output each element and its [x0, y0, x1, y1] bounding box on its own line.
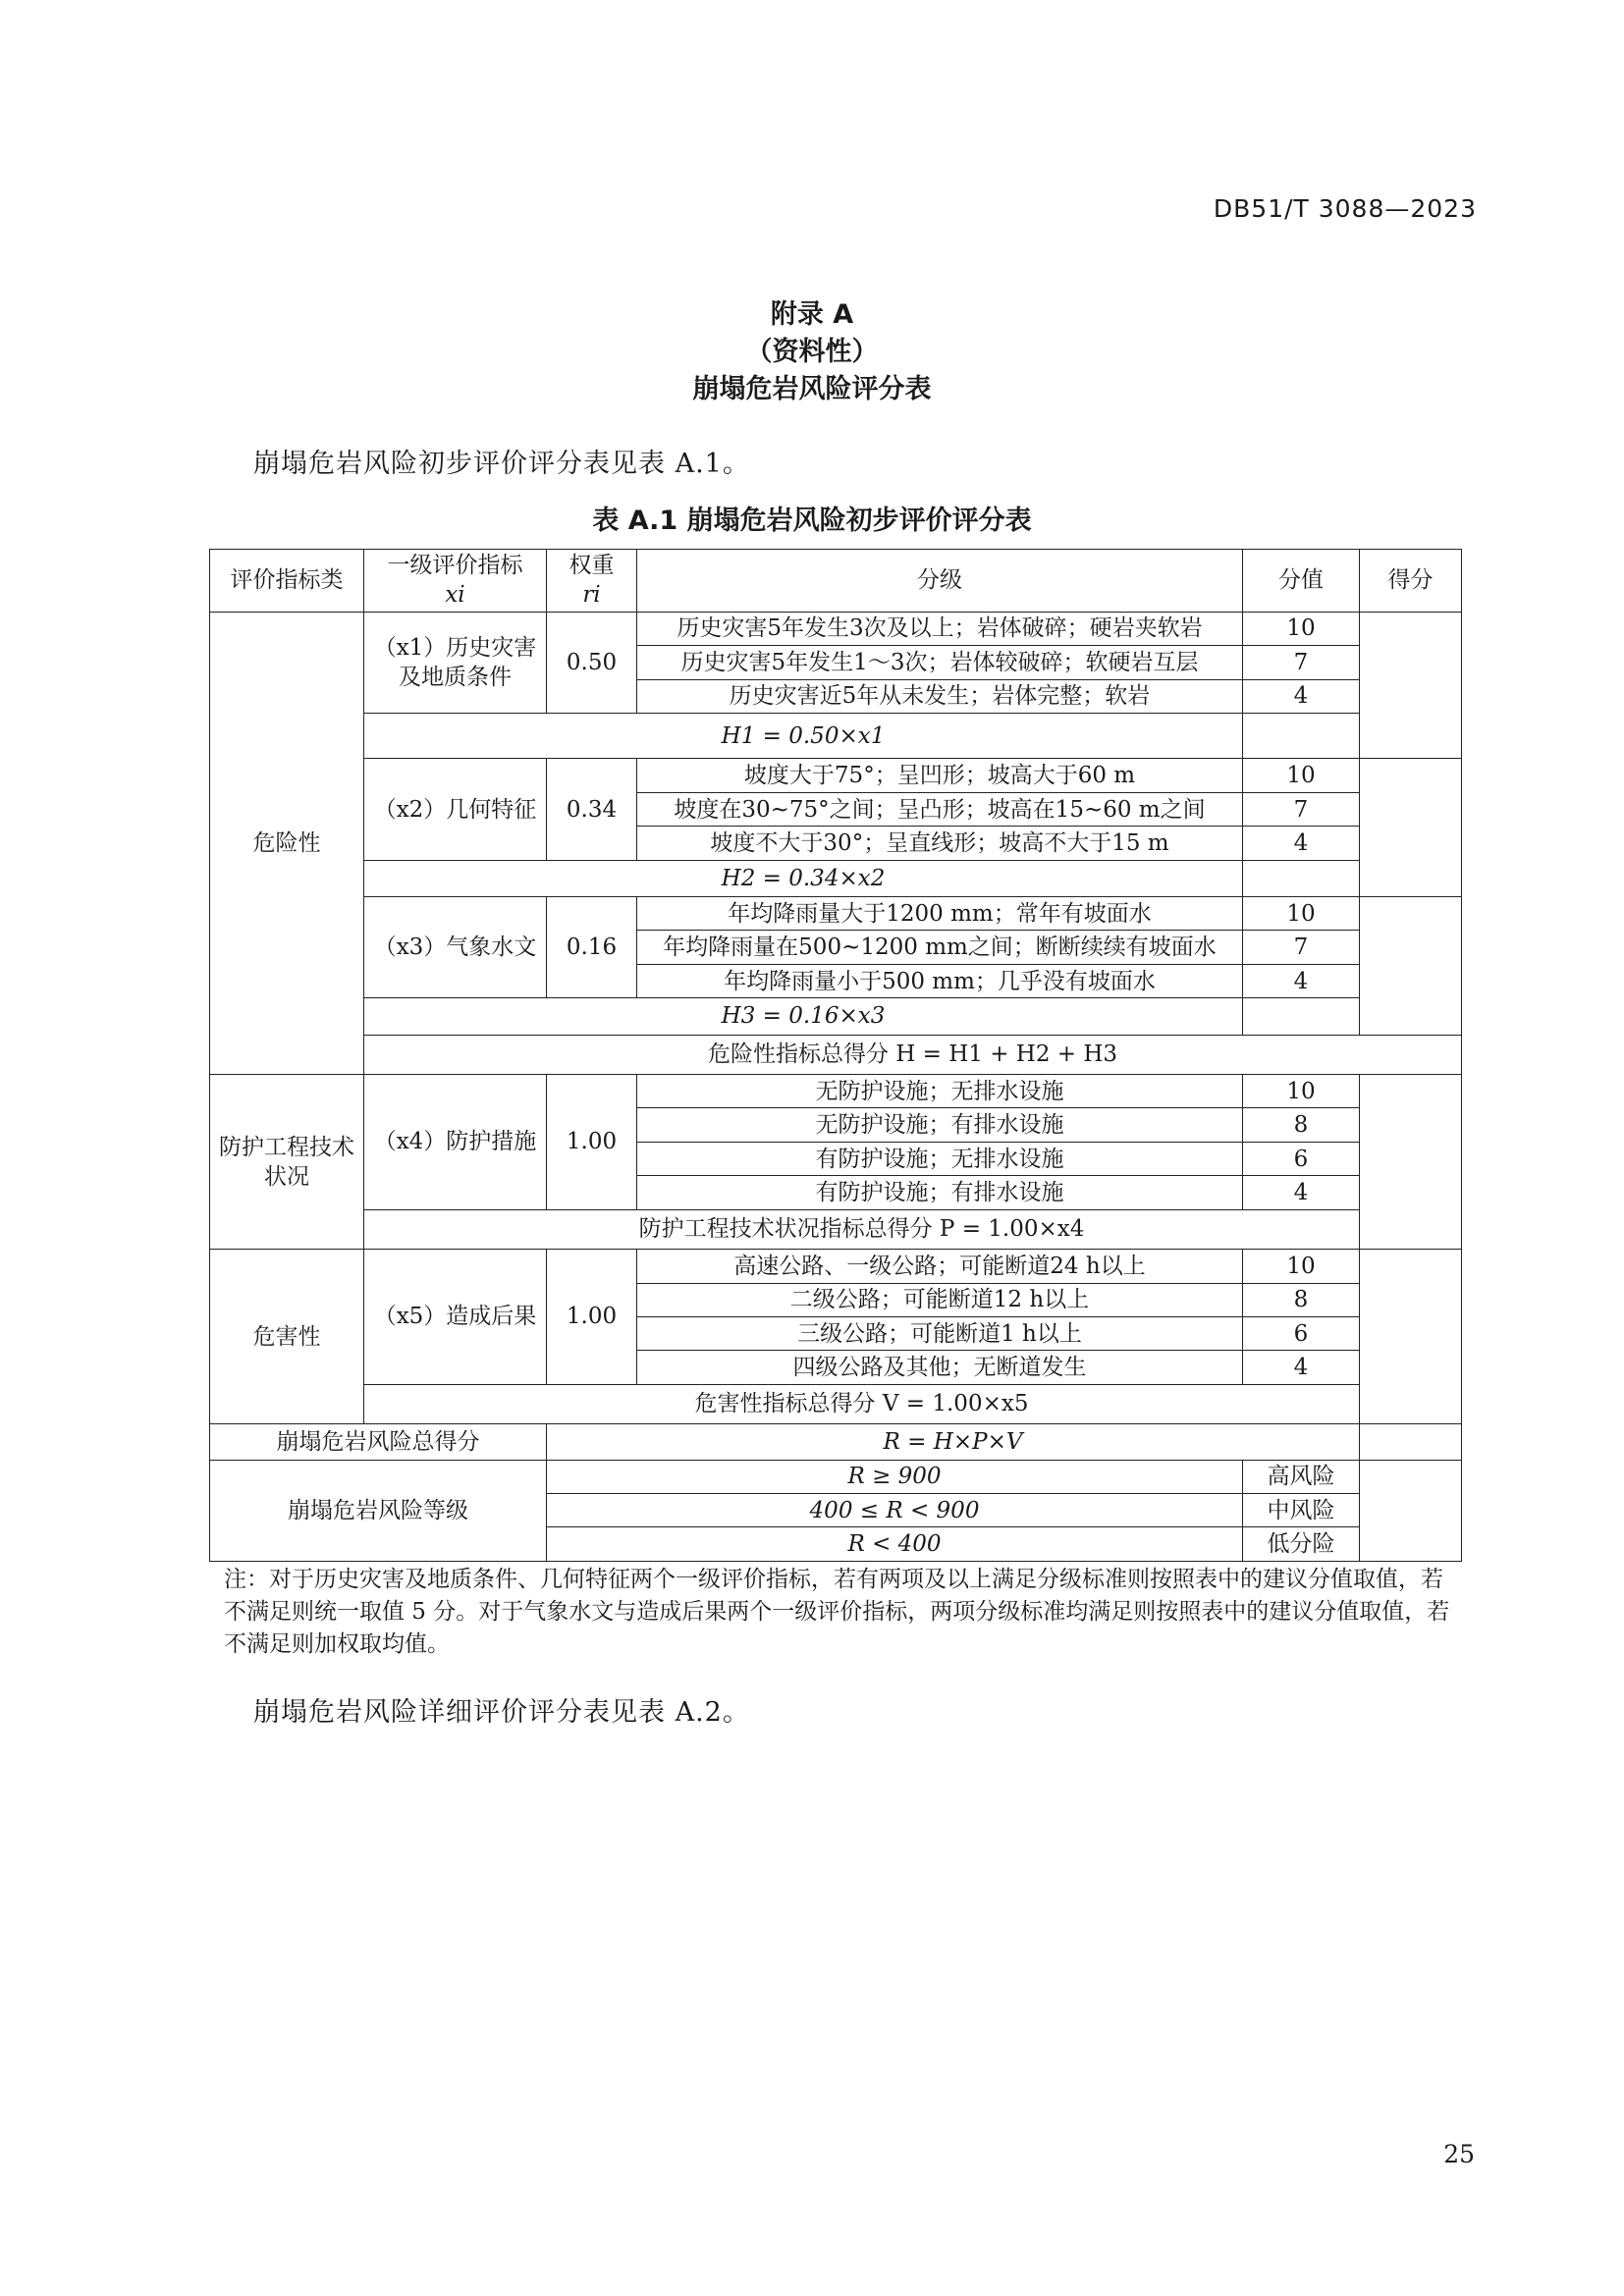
value-cell: 10 — [1243, 1075, 1360, 1108]
header-value: 分值 — [1243, 550, 1360, 613]
grade-cell: 年均降雨量在500~1200 mm之间；断断续续有坡面水 — [637, 931, 1243, 964]
grade-cell: 四级公路及其他；无断道发生 — [637, 1351, 1243, 1384]
document-code: DB51/T 3088—2023 — [1213, 194, 1477, 223]
indicator-x1: （x1）历史灾害及地质条件 — [364, 612, 547, 713]
value-cell: 4 — [1243, 1351, 1360, 1384]
grade-cell: 有防护设施；无排水设施 — [637, 1142, 1243, 1175]
grade-cell: 无防护设施；有排水设施 — [637, 1108, 1243, 1142]
value-cell: 10 — [1243, 612, 1360, 645]
grade-cell: 无防护设施；无排水设施 — [637, 1075, 1243, 1108]
intro-paragraph: 崩塌危岩风险初步评价评分表见表 A.1。 — [253, 449, 750, 479]
weight-x5: 1.00 — [547, 1250, 637, 1385]
table-caption: 表 A.1 崩塌危岩风险初步评价评分表 — [592, 506, 1032, 536]
risk-level-row — [210, 1460, 1462, 1493]
grade-cell: 有防护设施；有排水设施 — [637, 1176, 1243, 1209]
value-cell: 7 — [1243, 792, 1360, 826]
grade-cell: 历史灾害5年发生1～3次；岩体较破碎；软硬岩互层 — [637, 646, 1243, 679]
value-cell: 8 — [1243, 1108, 1360, 1142]
grade-cell: 坡度大于75°；呈凹形；坡高大于60 m — [637, 759, 1243, 792]
risk-level: 中风险 — [1243, 1493, 1360, 1526]
indicator-x5: （x5）造成后果 — [364, 1250, 547, 1385]
table-header-row — [210, 550, 1462, 613]
risk-score-table — [209, 549, 1462, 1562]
appendix-title: 崩塌危岩风险评分表 — [692, 374, 932, 404]
formula-h1: H1 = 0.50×x1 — [364, 713, 1243, 759]
consequence-total: 危害性指标总得分 V = 1.00×x5 — [364, 1384, 1360, 1423]
grade-cell: 年均降雨量小于500 mm；几乎没有坡面水 — [637, 964, 1243, 997]
score-cell — [1360, 759, 1462, 897]
indicator-x2: （x2）几何特征 — [364, 759, 547, 860]
table-row — [210, 897, 1462, 931]
score-cell — [1360, 897, 1462, 1036]
value-cell: 8 — [1243, 1283, 1360, 1316]
score-cell — [1360, 1460, 1462, 1561]
value-cell: 10 — [1243, 897, 1360, 931]
risk-total-formula: R = H×P×V — [547, 1424, 1360, 1460]
value-cell: 6 — [1243, 1316, 1360, 1350]
total-row — [210, 1384, 1462, 1423]
header-indicator: 一级评价指标 xi — [364, 550, 547, 613]
table-row — [210, 759, 1462, 792]
hazard-total: 危险性指标总得分 H = H1 + H2 + H3 — [364, 1035, 1462, 1074]
value-cell: 10 — [1243, 1250, 1360, 1283]
group-consequence: 危害性 — [210, 1250, 364, 1424]
weight-x2: 0.34 — [547, 759, 637, 860]
risk-level: 高风险 — [1243, 1460, 1360, 1493]
page-number: 25 — [1443, 2140, 1475, 2168]
risk-total-row — [210, 1424, 1462, 1460]
header-weight: 权重 ri — [547, 550, 637, 613]
score-cell — [1360, 612, 1462, 759]
group-protection: 防护工程技术状况 — [210, 1075, 364, 1250]
grade-cell: 高速公路、一级公路；可能断道24 h以上 — [637, 1250, 1243, 1283]
score-cell — [1360, 1424, 1462, 1460]
table-row — [210, 1075, 1462, 1108]
group-hazard: 危险性 — [210, 612, 364, 1074]
outro-paragraph: 崩塌危岩风险详细评价评分表见表 A.2。 — [253, 1697, 750, 1728]
appendix-heading — [0, 296, 1624, 408]
grade-cell: 坡度不大于30°；呈直线形；坡高不大于15 m — [637, 827, 1243, 860]
formula-row — [210, 860, 1462, 896]
protection-total: 防护工程技术状况指标总得分 P = 1.00×x4 — [364, 1209, 1360, 1249]
grade-cell: 历史灾害5年发生3次及以上；岩体破碎；硬岩夹软岩 — [637, 612, 1243, 645]
formula-row — [210, 713, 1462, 759]
value-cell: 10 — [1243, 759, 1360, 792]
table-note: 注：对于历史灾害及地质条件、几何特征两个一级评价指标，若有两项及以上满足分级标准则按照表中的建议分值取值，若不满足则统一取值 5 分。对于气象水文与造成后果两个一级评价指标，两项分级标准均满足则按照表中的建议分值取值，若不满足则加权取均值。 — [224, 1567, 1450, 1657]
appendix-label: 附录 A — [770, 299, 854, 330]
risk-range: R < 400 — [547, 1527, 1243, 1562]
formula-h2: H2 = 0.34×x2 — [364, 860, 1243, 896]
header-grade: 分级 — [637, 550, 1243, 613]
value-cell: 7 — [1243, 646, 1360, 679]
grade-cell: 历史灾害近5年从未发生；岩体完整；软岩 — [637, 679, 1243, 713]
risk-total-label: 崩塌危岩风险总得分 — [210, 1424, 547, 1460]
total-row — [210, 1035, 1462, 1074]
score-cell — [1360, 1075, 1462, 1250]
indicator-x3: （x3）气象水文 — [364, 897, 547, 998]
weight-x4: 1.00 — [547, 1075, 637, 1210]
value-cell: 4 — [1243, 827, 1360, 860]
risk-range: R ≥ 900 — [547, 1460, 1243, 1493]
weight-x1: 0.50 — [547, 612, 637, 713]
score-cell — [1360, 1250, 1462, 1424]
value-cell: 4 — [1243, 964, 1360, 997]
table-row — [210, 1250, 1462, 1283]
risk-range: 400 ≤ R < 900 — [547, 1493, 1243, 1526]
total-row — [210, 1209, 1462, 1249]
formula-h3: H3 = 0.16×x3 — [364, 998, 1243, 1035]
value-cell: 7 — [1243, 931, 1360, 964]
header-category: 评价指标类 — [210, 550, 364, 613]
indicator-x4: （x4）防护措施 — [364, 1075, 547, 1210]
risk-level: 低分险 — [1243, 1527, 1360, 1562]
grade-cell: 坡度在30~75°之间；呈凸形；坡高在15~60 m之间 — [637, 792, 1243, 826]
grade-cell: 二级公路；可能断道12 h以上 — [637, 1283, 1243, 1316]
grade-cell: 三级公路；可能断道1 h以上 — [637, 1316, 1243, 1350]
value-cell: 6 — [1243, 1142, 1360, 1175]
formula-row — [210, 998, 1462, 1035]
appendix-type: （资料性） — [745, 337, 879, 367]
weight-x3: 0.16 — [547, 897, 637, 998]
grade-cell: 年均降雨量大于1200 mm；常年有坡面水 — [637, 897, 1243, 931]
value-cell: 4 — [1243, 679, 1360, 713]
risk-level-label: 崩塌危岩风险等级 — [210, 1460, 547, 1561]
header-score: 得分 — [1360, 550, 1462, 613]
value-cell: 4 — [1243, 1176, 1360, 1209]
table-row — [210, 612, 1462, 645]
